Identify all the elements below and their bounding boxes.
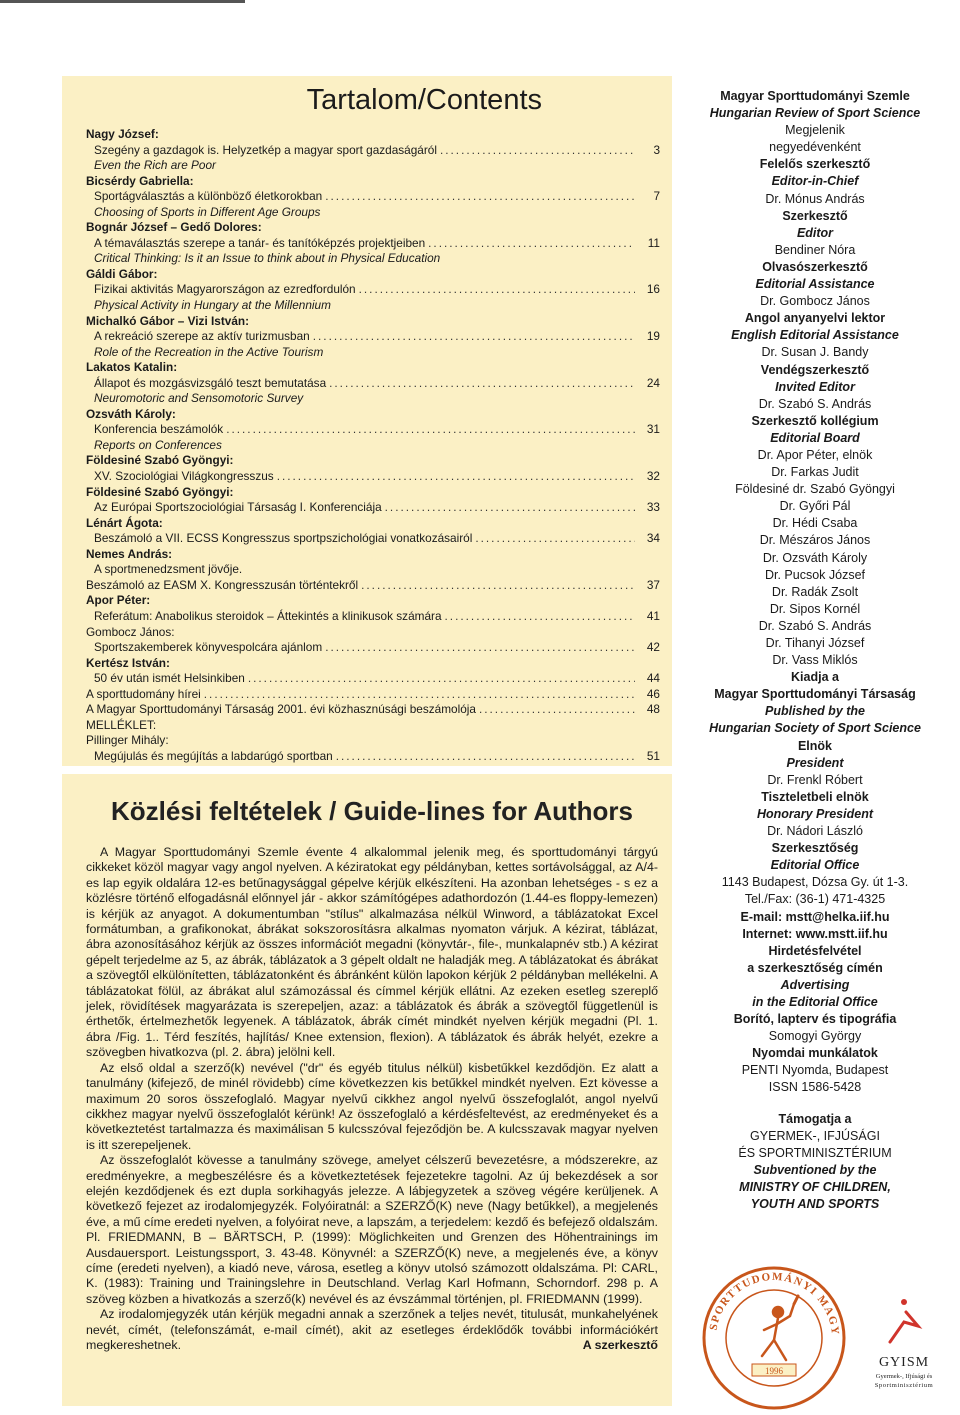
toc-english-title: Choosing of Sports in Different Age Groups <box>94 204 321 219</box>
masthead-heading: Hirdetésfelvétel <box>768 943 862 958</box>
guidelines-title: Közlési feltételek / Guide-lines for Authors <box>110 796 634 826</box>
masthead-column <box>680 88 950 1213</box>
masthead-english-heading: Editor <box>796 225 834 240</box>
masthead-heading: Nyomdai munkálatok <box>752 1046 878 1061</box>
ministry-name: GYISM <box>878 1355 930 1370</box>
masthead-heading: Olvasószerkesztő <box>762 259 868 274</box>
toc-english-title: Critical Thinking: Is it an Issue to think about in Physical Education <box>94 251 441 266</box>
toc-page-number: 34 <box>646 531 660 546</box>
toc-page-number: 46 <box>646 686 660 701</box>
masthead-heading: Magyar Sporttudományi Társaság <box>714 687 916 702</box>
toc-entry-line <box>94 500 660 516</box>
toc-entry-title: Szegény a gazdagok is. Helyzetkép a magyar sport gazdaságáról <box>94 142 437 157</box>
toc-leader-dots <box>440 143 635 159</box>
masthead-line: Földesiné dr. Szabó Gyöngyi <box>735 482 895 497</box>
masthead-line: Dr. Mónus András <box>765 191 865 206</box>
toc-page-number: 37 <box>646 577 660 592</box>
masthead-line: Dr. Szabó S. András <box>758 618 872 633</box>
masthead-english-heading: Subventioned by the <box>753 1162 877 1177</box>
toc-entry-line <box>94 609 660 625</box>
toc-entry <box>86 687 660 703</box>
toc-author: Apor Péter: <box>86 593 151 608</box>
ministry-line1: Gyermek-, Ifjúsági és <box>875 1373 933 1380</box>
toc-leader-dots <box>361 578 635 594</box>
toc-entry <box>86 282 660 298</box>
masthead-english-heading: English Editorial Assistance <box>731 328 899 343</box>
guidelines-paragraph: Az összefoglalót kövesse a tanulmány szövege, amelyet célszerű bevezetésre, a módszerekre, az eredményekre, a megbeszélésre és a következtetések fejezetekre tagolni. Az új bekezdések a sor elején kezdődjenek és ezt dupla sorkihagyás jelezze. A lábjegyzetek a szöveg végére kerüljenek. A következő fejezet az irodalomjegyzék. Folyóiratnál: a SZERZŐ(K) neve (Nagy betűkkel), a megjelenés éve, a mű címe eredeti nyelven, a folyóirat neve, a lapszám, a terjedelem: kezdő és befejező oldalszám. Pl. FRIEDMANN, B – BÄRTSCH, P. (1999): Möglichkeiten und Grenzen des Höhentrainings im Ausdauersport. Leistungssport, 3. 43-48. Könyvnél: a SZERZŐ(K) neve, a megjelenés éve, a könyv címe (eredeti nyelven), a kiadó neve, városa, esetleg a könyv utolsó számozott oldalszáma. Pl: CARL, K. (1983): Training und Trainingslehre in Deutschland. Verlag Karl Hofmann, Schorndorf. 298 p. A szöveg közben a hivatkozás a szerző(k) nevével és az évszámmal történjen, pl. FRIEDMANN (1999). <box>86 1153 658 1306</box>
toc-entry-line <box>94 236 660 252</box>
toc-entry <box>86 562 660 578</box>
masthead-line: Dr. Susan J. Bandy <box>761 345 869 360</box>
toc-author: Bognár József – Gedő Dolores: <box>86 220 262 235</box>
masthead-line: Dr. Tihanyi József <box>765 636 865 650</box>
toc-entry-title: Az Európai Sportszociológiai Társaság I. Konferenciája <box>94 500 382 515</box>
masthead-line: Tel./Fax: (36-1) 471-4325 <box>744 892 886 907</box>
toc-leader-dots <box>359 282 635 298</box>
toc-page-number: 19 <box>646 329 660 344</box>
toc-author: Földesiné Szabó Gyöngyi: <box>86 453 234 468</box>
toc-leader-dots <box>479 702 635 718</box>
masthead-line: Dr. Hédi Csaba <box>772 516 858 531</box>
toc-entry-title: 50 év után ismét Helsinkiben <box>94 671 245 686</box>
masthead-english-heading: Advertising <box>780 977 850 992</box>
toc-leader-dots <box>226 422 635 438</box>
guidelines-paragraph: Az első oldal a szerző(k) nevével ("dr" és egyéb titulus nélkül) kisbetűkkel kezdődjön. Ez alatt a tanulmány (kifejező, de minél rövidebb) címe következzen kis betűkkel mindkét nyelven. Ezt kövesse a maximum 20 soros összefoglaló. Magyar nyelvű cikkhez angol nyelvű összefoglalót, angol nyelvű cikkhez magyar nyelvű összefoglalót kérünk! Az összefoglaló a kérdésfeltevést, az eredményeket és a következtetést tartalmazza és maximálisan 5 kulcsszóval fejeződjön be. A kulcsszavak magyar nyelven is itt szerepeljenek. <box>86 1060 658 1152</box>
toc-entry-title: Sportágválasztás a különböző életkorokban <box>94 189 323 204</box>
masthead-english-heading: Editor-in-Chief <box>771 174 859 189</box>
toc-leader-dots <box>313 329 635 345</box>
toc-page-number: 41 <box>646 608 660 623</box>
toc-entry-line <box>94 640 660 656</box>
editor-signature: A szerkesztő <box>582 1338 658 1353</box>
masthead-line: E-mail: mstt@helka.iif.hu <box>740 909 890 924</box>
masthead-heading: a szerkesztőség címén <box>747 960 883 975</box>
toc-entry-title: Konferencia beszámolók <box>94 422 224 437</box>
toc-entry-line <box>86 687 660 703</box>
contents-panel <box>62 76 672 766</box>
toc-entry <box>86 702 660 718</box>
toc-entry-title: XV. Szociológiai Világkongresszus <box>94 469 274 484</box>
toc-entry <box>86 500 660 516</box>
masthead-spacer <box>680 1097 950 1111</box>
masthead-heading: Szerkesztő <box>782 208 848 223</box>
masthead-heading: Magyar Sporttudományi Szemle <box>720 89 910 103</box>
toc-entry-line <box>86 578 660 594</box>
toc-leader-dots <box>248 671 635 687</box>
masthead-line: Dr. Gombocz János <box>760 294 870 309</box>
toc-entry-line <box>94 469 660 485</box>
toc-leader-dots <box>277 469 635 485</box>
masthead-english-heading: Honorary President <box>756 806 873 821</box>
masthead-line: Dr. Győri Pál <box>779 499 851 514</box>
toc-entry <box>86 609 660 625</box>
toc-page-number: 3 <box>653 142 660 157</box>
masthead-line: Dr. Szabó S. András <box>758 396 872 411</box>
toc-page-number: 31 <box>646 422 660 437</box>
toc-english-title: Reports on Conferences <box>94 437 222 452</box>
toc-page-number: 33 <box>646 500 660 515</box>
guidelines-body <box>86 845 658 1354</box>
masthead-heading: Támogatja a <box>778 1111 852 1126</box>
toc-author: Gáldi Gábor: <box>86 266 158 281</box>
masthead-heading: Kiadja a <box>791 670 839 685</box>
toc-leader-dots <box>325 640 635 656</box>
guidelines-paragraph: A Magyar Sporttudományi Szemle évente 4 alkalommal jelenik meg, és sporttudományi tárgyú cikkeket közöl magyar vagy angol nyelven. A kéziratokat egy példányban, kettes sortávolsággal, az A/4-es lap egyik oldalára 12-es betűnagysággal gépelve kérjük elkészíteni. Ha azonban lehetséges - s ez a közlésre történő elfogadásnál előnnyel jár - akkor számítógépes adathordozón (1.44-es floppy-lemezen) is kérjük az anyagot. A dokumentumban "stílus" alkalmazása nélkül Winword, a táblázatokat Excel formátumban, a grafikonokat, ábrákat sokszorosításra alkalmas nyomaton várjuk. A kézirat, táblázat, ábra azonosításához kérjük az összes információt megadni (könyvtár-, file-, munkalapnév stb.) A kézirat gépelt terjedelme az 5, az ábrák, táblázatok a 3 gépelt oldalt ne haladják meg. A táblázatokat és ábrákat a szövegtől elkülönítetten, táblázatonként és ábránként külön lapokon kérjük 2 példányban mellékelni. A táblázatokat fölül, az ábrákat alul számozással és címmel kérjük ellátni. Az ezeken esetleg szereplő jelek, rövidítések magyarázata is szerepeljen, azaz: a táblázatok és ábrák a szövegtől függetlenül is érthetők, értelmezhetők legyenek. A táblázatok, ábrák címét mindkét nyelven kérjük megadni (Pl. 1. ábra /Fig. 1.. Térd feszítés, hajlítás/ Knee extension, flexion). A táblázatok és ábrák helyét, ezekre a szövegben hivatkozva (pl. 2. ábra) jelölni kell. <box>86 845 658 1060</box>
toc-page-number: 7 <box>653 189 660 204</box>
toc-page-number: 24 <box>646 375 660 390</box>
toc-leader-dots <box>325 189 635 205</box>
ministry-dot-icon <box>901 1299 907 1305</box>
masthead-heading: Vendégszerkesztő <box>760 362 870 377</box>
toc-author: Földesiné Szabó Gyöngyi: <box>86 484 234 499</box>
toc-entry-title: Beszámoló az EASM X. Kongresszusán történtekről <box>86 577 359 592</box>
masthead-line: GYERMEK-, IFJÚSÁGI <box>750 1128 880 1143</box>
guidelines-paragraph: Az irodalomjegyzék után kérjük megadni annak a szerzőnek a teljes nevét, titulusát, munkahelyének nevét, címét, (telefonszámát, e-mail címét), akit az esetleges érdeklődők további információkért megkereshetnek. <box>86 1307 658 1352</box>
toc-entry-title: Beszámoló a VII. ECSS Kongresszus sportpszichológiai vonatkozásairól <box>94 531 473 546</box>
toc-page-number: 42 <box>646 640 660 655</box>
masthead-heading: Angol anyanyelvi lektor <box>744 311 886 326</box>
masthead-english-heading: President <box>786 755 844 770</box>
toc-entry <box>86 671 660 687</box>
masthead-heading: Elnök <box>797 738 833 753</box>
contents-title: Tartalom/Contents <box>306 84 542 116</box>
toc-entry-line <box>94 143 660 159</box>
ministry-logo <box>875 1299 934 1389</box>
toc-entry-title: A sporttudomány hírei <box>86 686 201 701</box>
toc-entry <box>86 578 660 594</box>
masthead-line: Dr. Nádori László <box>767 824 863 839</box>
toc-entry <box>86 236 660 252</box>
toc-page-number: 44 <box>646 671 660 686</box>
masthead-line: Dr. Ozsváth Károly <box>762 550 868 565</box>
toc-author: Pillinger Mihály: <box>86 733 169 748</box>
toc-entry <box>86 143 660 159</box>
toc-english-title: Role of the Recreation in the Active Tourism <box>94 344 324 359</box>
toc-page-number: 32 <box>646 469 660 484</box>
toc-entry-line <box>94 189 660 205</box>
seal-year: 1996 <box>765 1366 783 1376</box>
masthead-heading: Szerkesztőség <box>771 841 859 856</box>
guidelines-panel <box>62 774 672 1406</box>
contents-list <box>86 127 660 764</box>
masthead-english-heading: Editorial Board <box>770 430 860 445</box>
masthead-english-heading: Editorial Office <box>770 858 860 873</box>
toc-leader-dots <box>445 609 635 625</box>
toc-entry-title: A rekreáció szerepe az aktív turizmusban <box>94 329 310 344</box>
seal-ring-text: SPORTTUDOMÁNYI MAGY <box>707 1270 842 1336</box>
toc-author: Nagy József: <box>86 127 159 141</box>
masthead-line: Dr. Vass Miklós <box>772 653 858 668</box>
toc-leader-dots <box>204 687 635 703</box>
masthead-line: Dr. Pucsok József <box>764 567 866 582</box>
toc-leader-dots <box>329 376 635 392</box>
toc-entry-title: A sportmenedzsment jövője. <box>94 562 243 577</box>
society-seal-logo <box>694 1260 950 1410</box>
ministry-line2: Sportminisztérium <box>874 1382 934 1389</box>
logos-area <box>694 1260 950 1410</box>
masthead-english-heading: Editorial Assistance <box>755 277 875 292</box>
toc-entry <box>86 749 660 765</box>
toc-author: Bicsérdy Gabriella: <box>86 173 194 188</box>
masthead-line: Dr. Mészáros János <box>759 533 871 548</box>
masthead-line: 1143 Budapest, Dózsa Gy. út 1-3. <box>721 875 909 890</box>
toc-entry-title: A Magyar Sporttudományi Társaság 2001. évi közhasznúsági beszámolója <box>86 702 476 717</box>
masthead-heading: Borító, lapterv és tipográfia <box>733 1012 897 1027</box>
masthead-heading: Tiszteletbeli elnök <box>761 789 869 804</box>
toc-entry-line <box>94 562 660 578</box>
masthead-english-heading: YOUTH AND SPORTS <box>750 1197 880 1211</box>
toc-entry-line <box>94 422 660 438</box>
toc-entry-title: Megújulás és megújítás a labdarúgó sportban <box>94 748 333 763</box>
masthead-line: Bendiner Nóra <box>774 242 856 257</box>
toc-page-number: 48 <box>646 702 660 717</box>
masthead-line: Dr. Farkas Judit <box>771 465 859 480</box>
masthead-line: Somogyi György <box>768 1029 862 1044</box>
toc-entry-line <box>94 329 660 345</box>
toc-entry-line <box>94 671 660 687</box>
masthead-line: Dr. Radák Zsolt <box>771 584 859 599</box>
toc-entry <box>86 469 660 485</box>
toc-entry <box>86 531 660 547</box>
toc-entry-title: A témaválasztás szerepe a tanár- és tanítóképzés projektjeiben <box>94 235 426 250</box>
masthead-english-heading: Invited Editor <box>775 379 855 394</box>
toc-english-title: Physical Activity in Hungary at the Millennium <box>94 298 331 313</box>
toc-entry <box>86 640 660 656</box>
toc-entry <box>86 189 660 205</box>
toc-author: Michalkó Gábor – Vizi István: <box>86 313 250 328</box>
toc-entry-line <box>94 531 660 547</box>
toc-author: Kertész István: <box>86 655 170 670</box>
toc-author: Ozsváth Károly: <box>86 406 176 421</box>
toc-entry <box>86 376 660 392</box>
masthead-line: negyedévenként <box>769 140 861 155</box>
toc-english-title: Neuromotoric and Sensomotoric Survey <box>94 391 304 406</box>
top-rule <box>0 0 245 3</box>
toc-leader-dots <box>475 531 635 547</box>
toc-author: MELLÉKLET: <box>86 717 157 732</box>
masthead-heading: Szerkesztő kollégium <box>751 413 879 428</box>
masthead-line: Megjelenik <box>785 123 845 138</box>
toc-entry <box>86 422 660 438</box>
toc-entry-title: Referátum: Anabolikus steroidok – Áttekintés a klinikusok számára <box>94 608 442 623</box>
toc-author: Gombocz János: <box>86 624 175 639</box>
toc-author: Lakatos Katalin: <box>86 360 178 375</box>
toc-entry <box>86 329 660 345</box>
masthead-english-heading: Hungarian Review of Sport Science <box>709 106 921 121</box>
masthead-english-heading: Published by the <box>764 704 865 719</box>
masthead-line: Internet: www.mstt.iif.hu <box>742 926 888 941</box>
toc-leader-dots <box>385 500 635 516</box>
masthead-line: PENTI Nyomda, Budapest <box>741 1063 889 1078</box>
toc-author: Nemes András: <box>86 546 173 561</box>
masthead-line: Dr. Frenkl Róbert <box>767 772 863 787</box>
masthead-line: ÉS SPORTMINISZTÉRIUM <box>738 1145 892 1160</box>
masthead-english-heading: Hungarian Society of Sport Science <box>709 721 921 736</box>
masthead-line: ISSN 1586-5428 <box>768 1080 862 1095</box>
masthead-line: Dr. Sipos Kornél <box>769 601 861 616</box>
toc-leader-dots <box>428 236 635 252</box>
toc-entry-title: Sportszakemberek könyvespolcára ajánlom <box>94 640 323 655</box>
ministry-figure-icon <box>890 1312 918 1342</box>
toc-english-title: Even the Rich are Poor <box>94 158 216 173</box>
toc-page-number: 16 <box>646 282 660 297</box>
toc-entry-title: Fizikai aktivitás Magyarországon az ezredfordulón <box>94 282 356 297</box>
masthead-english-heading: MINISTRY OF CHILDREN, <box>739 1179 891 1194</box>
toc-page-number: 11 <box>647 235 660 250</box>
toc-entry-line <box>86 702 660 718</box>
toc-author: Lénárt Ágota: <box>86 515 163 530</box>
toc-leader-dots <box>336 749 635 765</box>
runner-figure-icon <box>762 1296 798 1360</box>
toc-page-number: 51 <box>646 748 660 763</box>
toc-entry-line <box>94 376 660 392</box>
masthead-heading: Felelős szerkesztő <box>759 157 871 172</box>
masthead-line: Dr. Apor Péter, elnök <box>757 447 873 462</box>
toc-entry-title: Állapot és mozgásvizsgáló teszt bemutatása <box>94 375 327 390</box>
masthead-english-heading: in the Editorial Office <box>752 994 878 1009</box>
toc-entry-line <box>94 749 660 765</box>
toc-entry-line <box>94 282 660 298</box>
